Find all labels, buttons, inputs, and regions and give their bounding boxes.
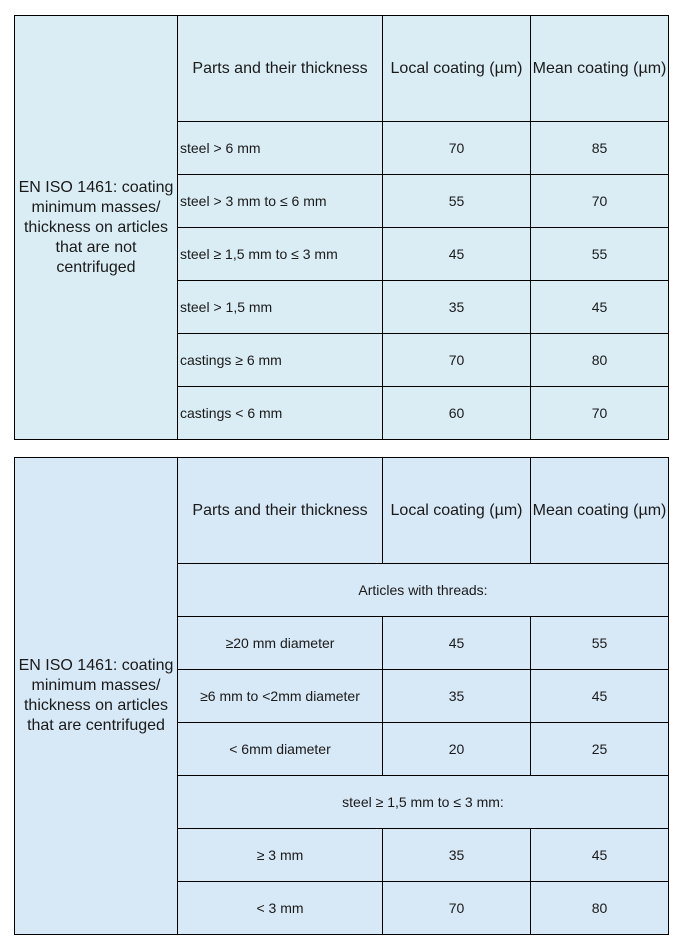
part-cell: steel ≥ 1,5 mm to ≤ 3 mm <box>178 228 383 281</box>
local-cell: 45 <box>383 617 531 670</box>
header-mean-coating: Mean coating (µm) <box>531 458 669 564</box>
coating-table-not-centrifuged <box>14 15 669 440</box>
part-cell: steel > 6 mm <box>178 122 383 175</box>
section-heading-steel: steel ≥ 1,5 mm to ≤ 3 mm: <box>178 776 669 829</box>
standard-label: EN ISO 1461: coating minimum masses/ thickness on articles that are not centrifuged <box>15 16 178 440</box>
mean-cell: 80 <box>531 334 669 387</box>
part-cell: ≥20 mm diameter <box>178 617 383 670</box>
local-cell: 20 <box>383 723 531 776</box>
local-cell: 35 <box>383 829 531 882</box>
local-cell: 35 <box>383 670 531 723</box>
table-header-row <box>15 16 669 122</box>
local-cell: 45 <box>383 228 531 281</box>
standard-label: EN ISO 1461: coating minimum masses/ thickness on articles that are centrifuged <box>15 458 178 935</box>
part-cell: castings < 6 mm <box>178 387 383 440</box>
mean-cell: 70 <box>531 175 669 228</box>
mean-cell: 85 <box>531 122 669 175</box>
mean-cell: 70 <box>531 387 669 440</box>
header-local-coating: Local coating (µm) <box>383 458 531 564</box>
local-cell: 70 <box>383 334 531 387</box>
mean-cell: 45 <box>531 670 669 723</box>
mean-cell: 55 <box>531 617 669 670</box>
local-cell: 70 <box>383 122 531 175</box>
part-cell: < 6mm diameter <box>178 723 383 776</box>
local-cell: 35 <box>383 281 531 334</box>
mean-cell: 25 <box>531 723 669 776</box>
mean-cell: 45 <box>531 281 669 334</box>
header-parts: Parts and their thickness <box>178 16 383 122</box>
local-cell: 55 <box>383 175 531 228</box>
part-cell: steel > 1,5 mm <box>178 281 383 334</box>
mean-cell: 45 <box>531 829 669 882</box>
section-heading-threads: Articles with threads: <box>178 564 669 617</box>
part-cell: steel > 3 mm to ≤ 6 mm <box>178 175 383 228</box>
mean-cell: 80 <box>531 882 669 935</box>
part-cell: castings ≥ 6 mm <box>178 334 383 387</box>
part-cell: < 3 mm <box>178 882 383 935</box>
table-header-row <box>15 458 669 564</box>
mean-cell: 55 <box>531 228 669 281</box>
header-parts: Parts and their thickness <box>178 458 383 564</box>
local-cell: 60 <box>383 387 531 440</box>
header-mean-coating: Mean coating (µm) <box>531 16 669 122</box>
coating-table-centrifuged <box>14 457 669 935</box>
local-cell: 70 <box>383 882 531 935</box>
part-cell: ≥6 mm to <2mm diameter <box>178 670 383 723</box>
header-local-coating: Local coating (µm) <box>383 16 531 122</box>
part-cell: ≥ 3 mm <box>178 829 383 882</box>
